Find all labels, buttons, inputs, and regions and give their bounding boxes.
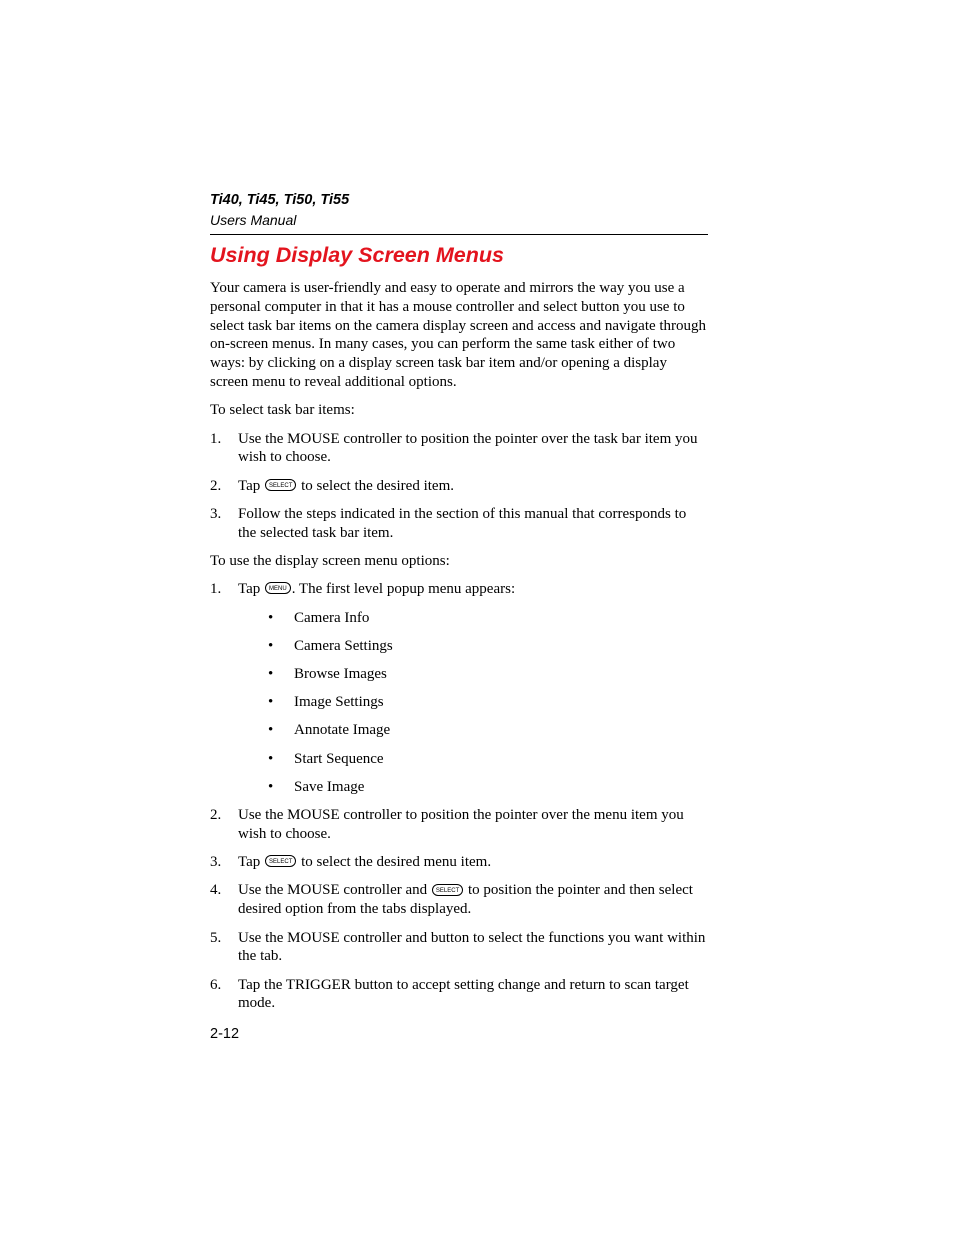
bullet-icon: • (268, 609, 274, 626)
menu-lead: To use the display screen menu options: (210, 553, 450, 570)
step-text-pre: Tap (238, 854, 261, 871)
taskbar-lead: To select task bar items: (210, 402, 355, 419)
header-model: Ti40, Ti45, Ti50, Ti55 (210, 192, 350, 208)
list-item (210, 580, 708, 599)
list-item (210, 881, 708, 919)
step-text-pre: Tap (238, 477, 261, 494)
step-number: 5. (210, 929, 222, 946)
step-text-post: to position the pointer and then select desired option from the tabs displayed. (238, 882, 693, 918)
list-item (210, 929, 708, 967)
list-item (210, 750, 708, 769)
step-text: Follow the steps indicated in the section of this manual that corresponds to the selected task bar item. (238, 505, 687, 541)
select-key-icon: SELECT (265, 479, 296, 491)
header-rule (210, 234, 708, 235)
popup-menu-items (210, 609, 708, 797)
section-title: Using Display Screen Menus (210, 243, 504, 267)
step-number: 2. (210, 807, 222, 824)
intro-paragraph: Your camera is user-friendly and easy to operate and mirrors the way you use a personal computer in that it has a mouse controller and select button you use to select task bar items on the camera display screen and access and navigate through on-screen menus. In many cases, you can perform the same task either of two ways: by clicking on a display screen task bar item and/or opening a display screen menu to reveal additional options. (210, 280, 707, 390)
list-item (210, 665, 708, 684)
step-number: 1. (210, 581, 222, 598)
section-body (210, 279, 708, 1023)
menu-item-label: Save Image (294, 778, 365, 795)
menu-steps-continued (210, 806, 708, 1013)
step-number: 2. (210, 477, 222, 494)
list-item (210, 778, 708, 797)
step-text-post: to select the desired menu item. (301, 854, 492, 871)
menu-item-label: Browse Images (294, 666, 387, 683)
list-item (210, 976, 708, 1014)
list-item (210, 430, 708, 468)
list-item (210, 693, 708, 712)
bullet-icon: • (268, 778, 274, 795)
menu-item-label: Image Settings (294, 694, 384, 711)
taskbar-steps (210, 430, 708, 543)
step-text-post: to select the desired item. (301, 477, 454, 494)
step-text-pre: Use the MOUSE controller and (238, 882, 428, 899)
list-item (210, 609, 708, 628)
bullet-icon: • (268, 694, 274, 711)
step-text: Use the MOUSE controller to position the pointer over the menu item you wish to choose. (238, 807, 684, 842)
select-key-icon: SELECT (432, 884, 463, 896)
list-item (210, 505, 708, 543)
step-text: Use the MOUSE controller and button to select the functions you want within the tab. (238, 929, 706, 965)
list-item (210, 721, 708, 740)
list-item (210, 477, 708, 496)
page-number: 2-12 (210, 1026, 240, 1042)
step-number: 3. (210, 854, 222, 871)
list-item (210, 853, 708, 872)
step-number: 4. (210, 882, 222, 899)
step-text: Use the MOUSE controller to position the pointer over the task bar item you wish to choose. (238, 430, 698, 466)
select-key-icon: SELECT (265, 855, 296, 867)
bullet-icon: • (268, 750, 274, 767)
bullet-icon: • (268, 637, 274, 654)
header-subtitle: Users Manual (210, 212, 297, 228)
step-text-post: . The first level popup menu appears: (291, 581, 516, 598)
step-text-pre: Tap (238, 581, 261, 598)
step-number: 3. (210, 505, 222, 522)
menu-item-label: Annotate Image (294, 722, 391, 739)
bullet-icon: • (268, 666, 274, 683)
step-text: Tap the TRIGGER button to accept setting change and return to scan target mode. (238, 976, 689, 1012)
bullet-icon: • (268, 722, 274, 739)
menu-key-icon: MENU (265, 582, 291, 594)
list-item (210, 637, 708, 656)
menu-steps (210, 580, 708, 599)
menu-item-label: Camera Settings (294, 637, 393, 654)
step-number: 6. (210, 976, 222, 993)
menu-item-label: Camera Info (294, 609, 370, 626)
menu-item-label: Start Sequence (294, 750, 384, 767)
list-item (210, 806, 708, 844)
step-number: 1. (210, 430, 222, 447)
